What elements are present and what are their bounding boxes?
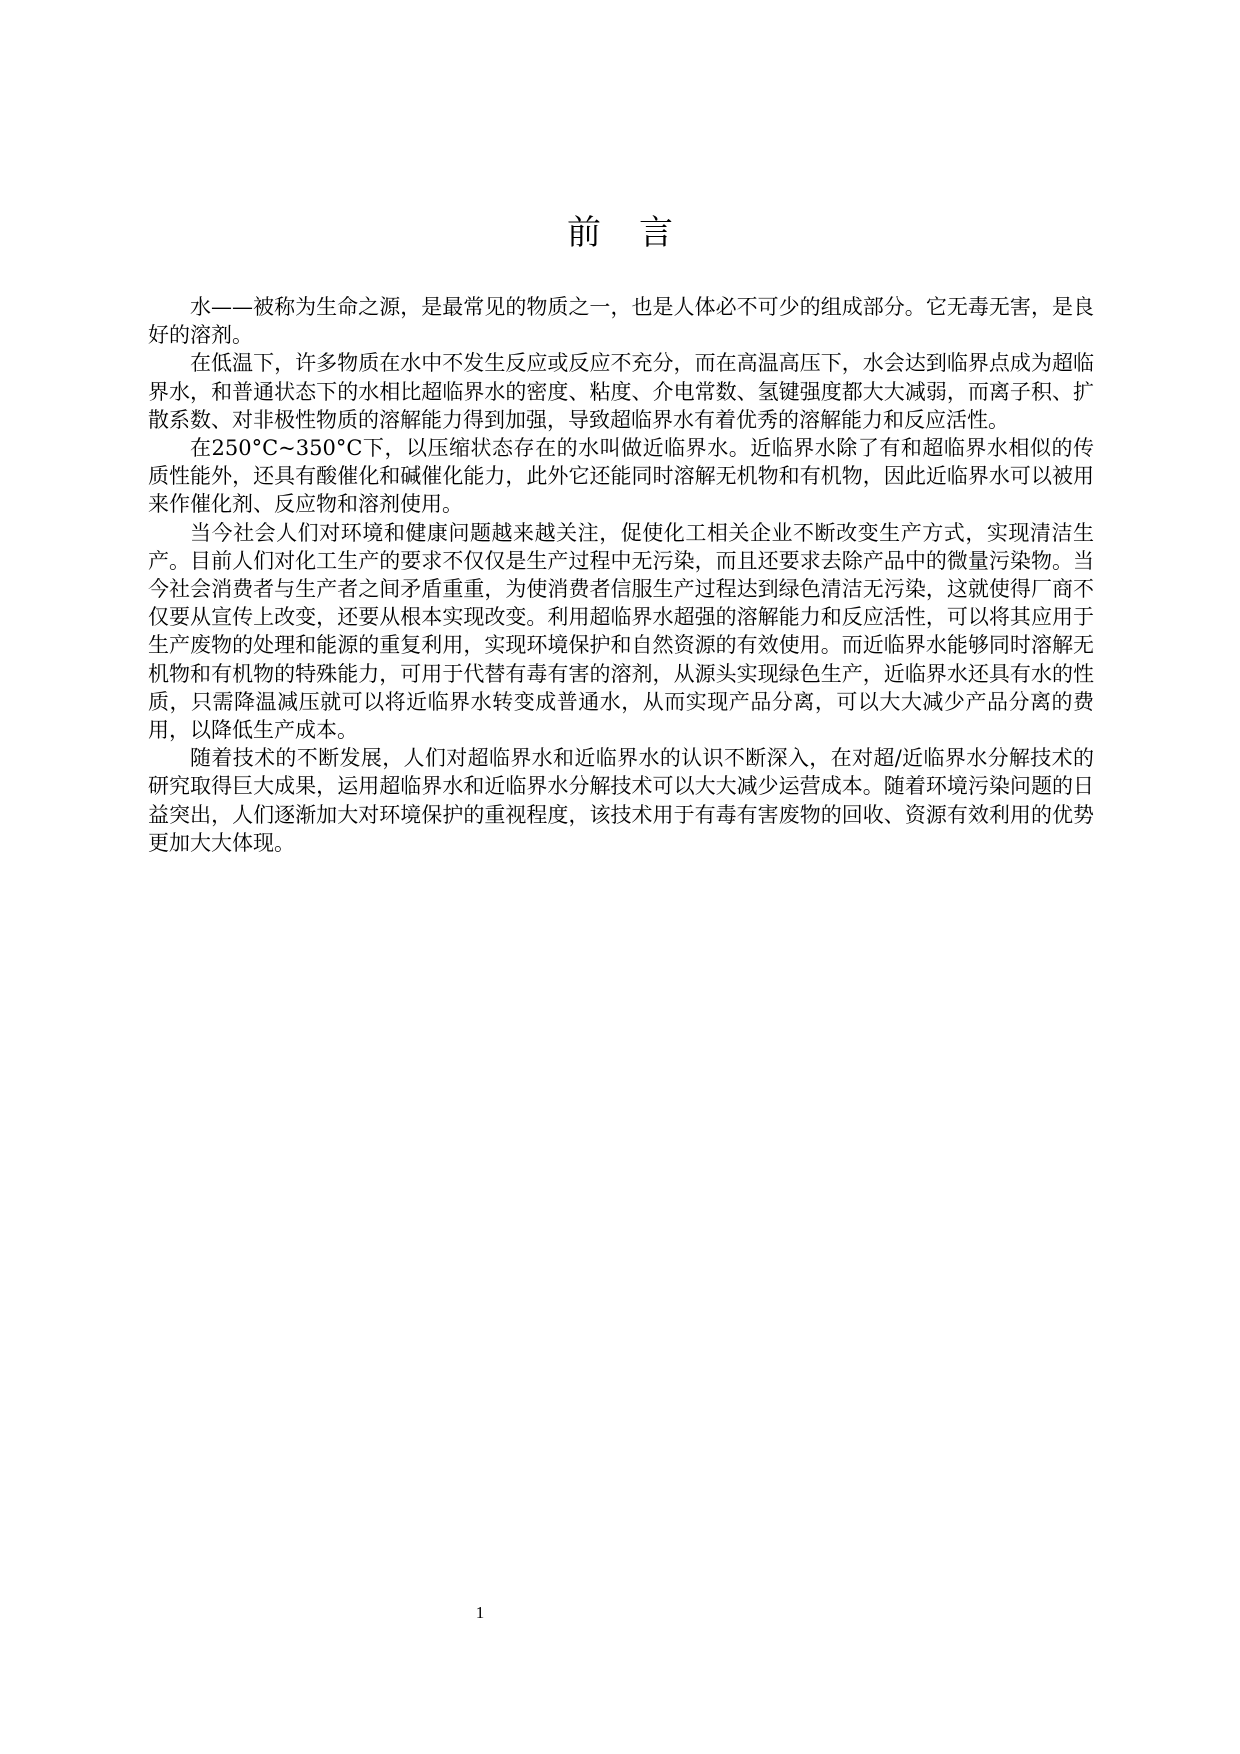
- page-number: 1: [475, 1603, 485, 1622]
- paragraph-clean-production: 当今社会人们对环境和健康问题越来越关注，促使化工相关企业不断改变生产方式，实现清洁生产。目前人们对化工生产的要求不仅仅是生产过程中无污染，而且还要求去除产品中的微量污染物。当今社会消费者与生产者之间矛盾重重，为使消费者信服生产过程达到绿色清洁无污染，这就使得厂商不仅要从宣传上改变，还要从根本实现改变。利用超临界水超强的溶解能力和反应活性，可以将其应用于生产废物的处理和能源的重复利用，实现环境保护和自然资源的有效使用。而近临界水能够同时溶解无机物和有机物的特殊能力，可用于代替有毒有害的溶剂，从源头实现绿色生产，近临界水还具有水的性质，只需降温减压就可以将近临界水转变成普通水，从而实现产品分离，可以大大减少产品分离的费用，以降低生产成本。: [148, 520, 1094, 743]
- paragraph-technology-development: 随着技术的不断发展，人们对超临界水和近临界水的认识不断深入，在对超/近临界水分解技术的研究取得巨大成果，运用超临界水和近临界水分解技术可以大大减少运营成本。随着环境污染问题的日益突出，人们逐渐加大对环境保护的重视程度，该技术用于有毒有害废物的回收、资源有效利用的优势更加大大体现。: [148, 746, 1094, 855]
- preface-body: [148, 293, 1094, 857]
- paragraph-intro: 水——被称为生命之源，是最常见的物质之一，也是人体必不可少的组成部分。它无毒无害，是良好的溶剂。: [148, 295, 1094, 348]
- paragraph-supercritical-water: 在低温下，许多物质在水中不发生反应或反应不充分，而在高温高压下，水会达到临界点成为超临界水，和普通状态下的水相比超临界水的密度、粘度、介电常数、氢键强度都大大减弱，而离子积、扩散系数、对非极性物质的溶解能力得到加强，导致超临界水有着优秀的溶解能力和反应活性。: [148, 351, 1094, 432]
- paragraph-near-critical-water: 在250°C~350°C下，以压缩状态存在的水叫做近临界水。近临界水除了有和超临界水相似的传质性能外，还具有酸催化和碱催化能力，此外它还能同时溶解无机物和有机物，因此近临界水可以被用来作催化剂、反应物和溶剂使用。: [148, 436, 1094, 517]
- page-title: 前言: [567, 213, 711, 253]
